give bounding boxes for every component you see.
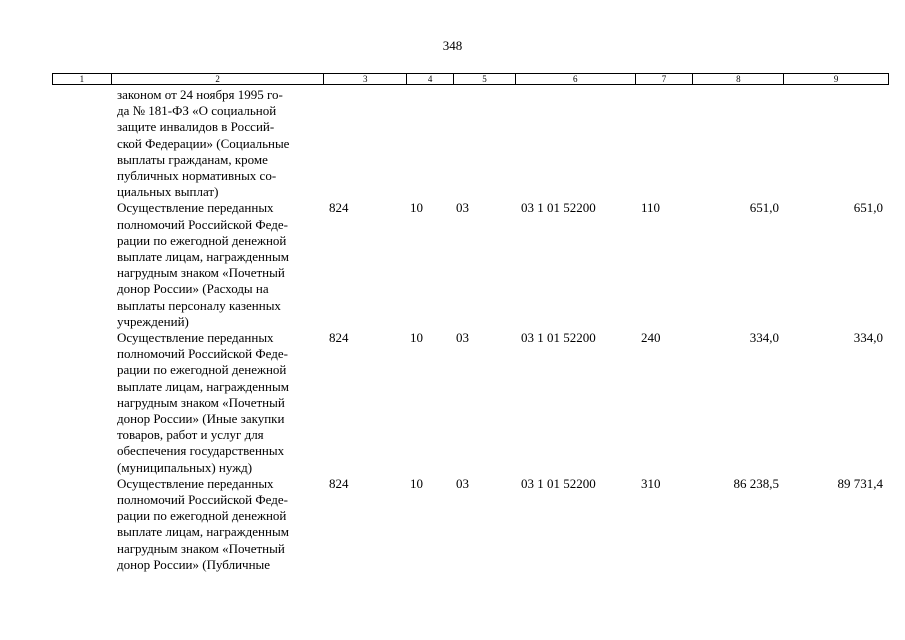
row-amount-col-9: 334,0 [853, 330, 883, 346]
description-line: донор России» (Расходы на [117, 281, 269, 297]
description-line: Осуществление переданных [117, 475, 274, 491]
description-line: донор России» (Публичные [117, 556, 271, 572]
row-description [111, 476, 324, 573]
row-subsection-code: 03 [456, 475, 469, 491]
row-section-code: 10 [410, 475, 423, 491]
row-ministry-code: 824 [329, 330, 349, 346]
description-line: циальных выплат) [117, 184, 219, 200]
row-amount-col-9: 651,0 [853, 200, 883, 216]
description-line: Осуществление переданных [117, 200, 274, 216]
description-line: полномочий Российской Феде- [117, 492, 288, 508]
description-line: рации по ежегодной денежной [117, 362, 287, 378]
row-ministry-code: 824 [329, 475, 349, 491]
table-body [52, 87, 889, 573]
row-amount-col-8: 334,0 [749, 330, 779, 346]
header-col-5: 5 [454, 74, 516, 84]
page-number: 348 [442, 38, 463, 53]
description-line: нагрудным знаком «Почетный [117, 265, 285, 281]
row-target-article: 03 1 01 52200 [521, 200, 596, 216]
row-expense-type: 240 [641, 330, 661, 346]
description-line: публичных нормативных со- [117, 168, 277, 184]
description-line: ской Федерации» (Социальные [117, 135, 290, 151]
row-description [111, 330, 324, 476]
header-col-3: 3 [324, 74, 407, 84]
header-col-9: 9 [833, 74, 839, 84]
description-line: полномочий Российской Феде- [117, 346, 288, 362]
table-row [52, 87, 889, 200]
description-line: выплаты персоналу казенных [117, 297, 281, 313]
row-amount-col-8: 651,0 [749, 200, 779, 216]
header-col-4: 4 [407, 74, 454, 84]
description-line: обеспечения государственных [117, 443, 285, 459]
row-amount-col-8: 86 238,5 [733, 475, 779, 491]
row-ministry-code: 824 [329, 200, 349, 216]
header-col-1: 1 [53, 74, 112, 84]
header-col-2: 2 [112, 74, 324, 84]
header-col-7: 7 [636, 74, 694, 84]
row-expense-type: 310 [641, 475, 661, 491]
description-line: да № 181-ФЗ «О социальной [117, 103, 277, 119]
table-row [52, 330, 889, 476]
table-row [52, 200, 889, 330]
row-expense-type: 110 [641, 200, 661, 216]
description-line: выплате лицам, награжденным [117, 249, 289, 265]
description-line: выплате лицам, награжденным [117, 378, 289, 394]
description-line: выплаты гражданам, кроме [117, 151, 268, 167]
table-row [52, 476, 889, 573]
row-description [111, 200, 324, 330]
description-line: учреждений) [117, 313, 189, 329]
description-line: товаров, работ и услуг для [117, 427, 264, 443]
header-col-6: 6 [516, 74, 636, 84]
row-subsection-code: 03 [456, 200, 469, 216]
table-header-row [52, 73, 889, 85]
description-line: защите инвалидов в Россий- [117, 119, 275, 135]
description-line: (муниципальных) нужд) [117, 459, 253, 475]
row-target-article: 03 1 01 52200 [521, 475, 596, 491]
row-section-code: 10 [410, 330, 423, 346]
description-line: полномочий Российской Феде- [117, 216, 288, 232]
row-amount-col-9: 89 731,4 [837, 475, 883, 491]
description-line: рации по ежегодной денежной [117, 232, 287, 248]
header-col-8: 8 [693, 74, 784, 84]
description-line: Осуществление переданных [117, 330, 274, 346]
description-line: нагрудным знаком «Почетный [117, 540, 285, 556]
row-description [111, 87, 324, 200]
description-line: выплате лицам, награжденным [117, 524, 289, 540]
row-subsection-code: 03 [456, 330, 469, 346]
description-line: законом от 24 ноября 1995 го- [117, 87, 283, 102]
description-line: нагрудным знаком «Почетный [117, 394, 285, 410]
description-line: донор России» (Иные закупки [117, 411, 285, 427]
row-target-article: 03 1 01 52200 [521, 330, 596, 346]
row-section-code: 10 [410, 200, 423, 216]
description-line: рации по ежегодной денежной [117, 508, 287, 524]
